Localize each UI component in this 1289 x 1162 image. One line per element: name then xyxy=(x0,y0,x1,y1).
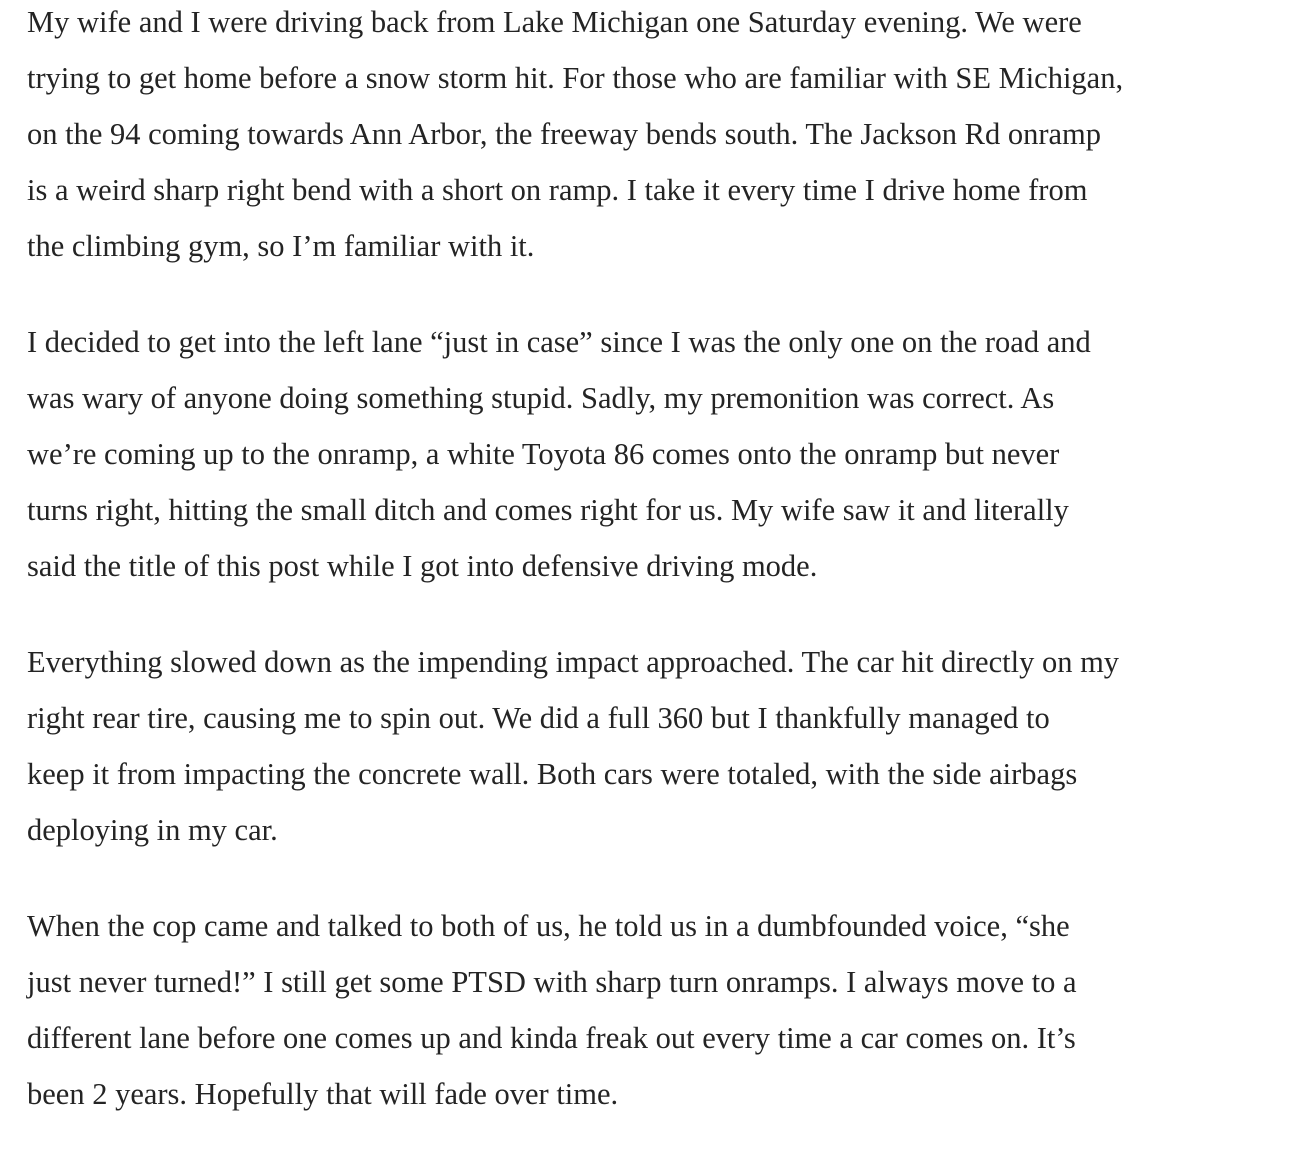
text-line: is a weird sharp right bend with a short on ramp. I take it every time I drive home from xyxy=(27,173,1088,207)
text-line: I decided to get into the left lane “just in case” since I was the only one on the road and xyxy=(27,325,1091,359)
text-line: been 2 years. Hopefully that will fade over time. xyxy=(27,1077,619,1111)
text-line: trying to get home before a snow storm hit. For those who are familiar with SE Michigan, xyxy=(27,61,1124,95)
paragraph-left-lane xyxy=(27,314,1289,594)
text-line: said the title of this post while I got into defensive driving mode. xyxy=(27,549,818,583)
text-line: When the cop came and talked to both of us, he told us in a dumbfounded voice, “she xyxy=(27,909,1070,943)
text-line: we’re coming up to the onramp, a white Toyota 86 comes onto the onramp but never xyxy=(27,437,1060,471)
paragraph-driving-home xyxy=(27,0,1289,274)
text-line: keep it from impacting the concrete wall. Both cars were totaled, with the side airbags xyxy=(27,757,1078,791)
text-line: Everything slowed down as the impending impact approached. The car hit directly on my xyxy=(27,645,1120,679)
article-body xyxy=(27,0,1289,1162)
text-line: My wife and I were driving back from Lake Michigan one Saturday evening. We were xyxy=(27,5,1082,39)
text-line: the climbing gym, so I’m familiar with it. xyxy=(27,229,535,263)
text-line: turns right, hitting the small ditch and comes right for us. My wife saw it and literally xyxy=(27,493,1069,527)
text-line: just never turned!” I still get some PTSD with sharp turn onramps. I always move to a xyxy=(27,965,1077,999)
paragraph-impact xyxy=(27,634,1289,858)
text-line: deploying in my car. xyxy=(27,813,278,847)
text-line: on the 94 coming towards Ann Arbor, the freeway bends south. The Jackson Rd onramp xyxy=(27,117,1101,151)
text-line: was wary of anyone doing something stupid. Sadly, my premonition was correct. As xyxy=(27,381,1055,415)
text-line: different lane before one comes up and kinda freak out every time a car comes on. It’s xyxy=(27,1021,1076,1055)
text-line: right rear tire, causing me to spin out. We did a full 360 but I thankfully managed to xyxy=(27,701,1050,735)
paragraph-aftermath xyxy=(27,898,1289,1122)
